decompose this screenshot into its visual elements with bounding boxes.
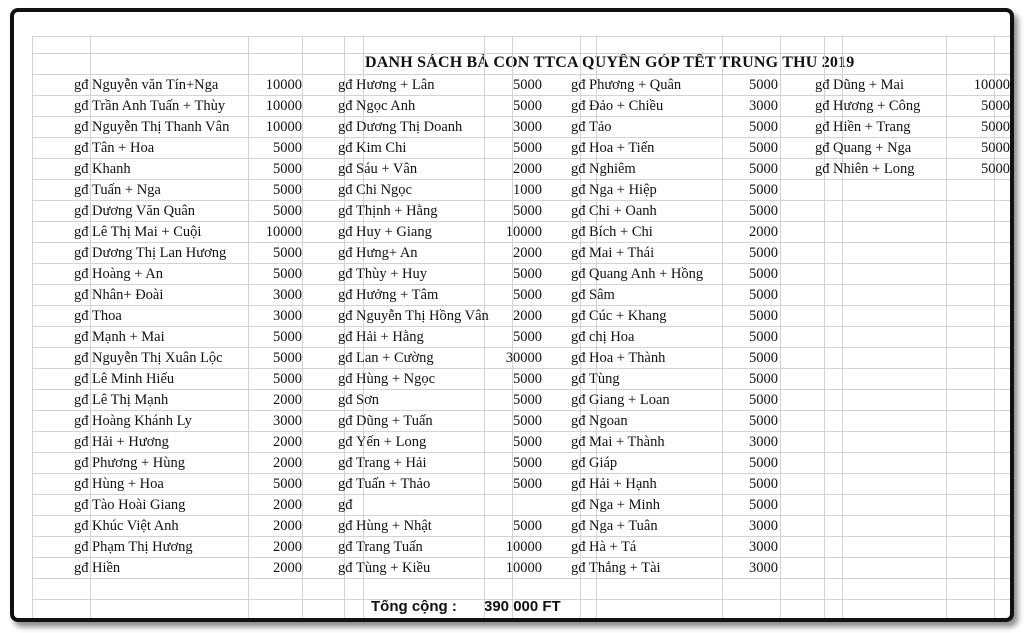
donation-amount: 5000 [273, 182, 302, 198]
donation-amount: 5000 [749, 140, 778, 156]
donor-name: Nga + Minh [589, 497, 661, 513]
donor-name: Lê Thị Mai + Cuội [92, 224, 202, 240]
donation-amount: 5000 [513, 392, 542, 408]
family-prefix: gđ [74, 140, 89, 156]
family-prefix: gđ [815, 140, 830, 156]
family-prefix: gđ [338, 266, 353, 282]
donor-name: Hoa + Tiến [589, 140, 655, 156]
donation-amount: 5000 [749, 455, 778, 471]
family-prefix: gđ [74, 308, 89, 324]
donation-amount: 2000 [273, 434, 302, 450]
donation-amount: 5000 [749, 287, 778, 303]
donation-amount: 5000 [749, 476, 778, 492]
family-prefix: gđ [571, 119, 586, 135]
donor-name: Chi Ngọc [356, 182, 412, 198]
family-prefix: gđ [571, 77, 586, 93]
family-prefix: gđ [74, 413, 89, 429]
donation-amount: 5000 [273, 266, 302, 282]
family-prefix: gđ [571, 287, 586, 303]
family-prefix: gđ [338, 497, 353, 513]
donor-name: Nguyễn văn Tín+Nga [92, 77, 219, 93]
donation-amount: 10000 [265, 119, 302, 135]
family-prefix: gđ [571, 245, 586, 261]
family-prefix: gđ [571, 371, 586, 387]
grid-vline [780, 36, 781, 620]
donation-amount: 3000 [749, 434, 778, 450]
donor-name: Dương Văn Quân [92, 203, 196, 219]
donation-amount: 5000 [749, 413, 778, 429]
donation-amount: 5000 [981, 140, 1010, 156]
donation-amount: 5000 [981, 161, 1010, 177]
donation-amount: 1000 [513, 182, 542, 198]
family-prefix: gđ [338, 182, 353, 198]
donor-name: Thùy + Huy [356, 266, 428, 282]
donation-amount: 10000 [505, 224, 542, 240]
donation-amount: 5000 [273, 476, 302, 492]
donor-name: Yến + Long [356, 434, 427, 450]
family-prefix: gđ [571, 413, 586, 429]
donor-name: Hải + Hằng [356, 329, 424, 345]
donor-name: Chi + Oanh [589, 203, 657, 219]
donation-amount: 2000 [273, 539, 302, 555]
donation-amount: 3000 [273, 413, 302, 429]
donation-amount: 2000 [273, 518, 302, 534]
donation-amount: 5000 [749, 245, 778, 261]
donor-name: Sơn [356, 392, 379, 408]
donor-name: Quang Anh + Hồng [589, 266, 704, 282]
family-prefix: gđ [571, 350, 586, 366]
family-prefix: gđ [815, 161, 830, 177]
donation-amount: 2000 [513, 161, 542, 177]
family-prefix: gđ [571, 266, 586, 282]
family-prefix: gđ [338, 539, 353, 555]
donor-name: Tùng [589, 371, 620, 387]
donation-amount: 5000 [981, 98, 1010, 114]
donation-amount: 5000 [749, 266, 778, 282]
donor-name: Dương Thị Lan Hương [92, 245, 227, 261]
donor-name: Dương Thị Doanh [356, 119, 463, 135]
donor-name: Nguyễn Thị Thanh Vân [92, 119, 230, 135]
donation-amount: 5000 [513, 413, 542, 429]
family-prefix: gđ [571, 392, 586, 408]
donation-amount: 5000 [273, 203, 302, 219]
donation-amount: 5000 [513, 266, 542, 282]
donor-name: Hoàng + An [92, 266, 164, 282]
donation-amount: 5000 [749, 182, 778, 198]
family-prefix: gđ [571, 329, 586, 345]
family-prefix: gđ [74, 203, 89, 219]
family-prefix: gđ [571, 560, 586, 576]
donor-name: Hùng + Ngọc [356, 371, 436, 387]
donation-amount: 5000 [749, 77, 778, 93]
donation-amount: 10000 [265, 98, 302, 114]
donor-name: Đảo + Chiều [589, 98, 664, 114]
spreadsheet [32, 32, 1012, 622]
donor-name: Kim Chi [356, 140, 407, 156]
donor-name: Hiền + Trang [833, 119, 911, 135]
donor-name: Dũng + Tuấn [356, 413, 433, 429]
grid-hline [32, 599, 1012, 600]
family-prefix: gđ [338, 392, 353, 408]
donor-name: Lê Thị Mạnh [92, 392, 169, 408]
donor-name: Nguyễn Thị Hồng Vân [356, 308, 489, 324]
donation-amount: 5000 [273, 329, 302, 345]
family-prefix: gđ [338, 560, 353, 576]
family-prefix: gđ [338, 371, 353, 387]
family-prefix: gđ [338, 140, 353, 156]
donor-name: Trang Tuấn [356, 539, 423, 555]
family-prefix: gđ [571, 182, 586, 198]
donation-amount: 10000 [505, 560, 542, 576]
donation-amount: 5000 [513, 287, 542, 303]
donor-name: Trang + Hải [356, 455, 427, 471]
donation-amount: 5000 [273, 161, 302, 177]
donor-name: Phương + Hùng [92, 455, 185, 471]
donation-amount: 5000 [749, 161, 778, 177]
donor-name: Tuấn + Thảo [356, 476, 431, 492]
donor-name: Nghiêm [589, 161, 636, 177]
donor-name: Phương + Quân [589, 77, 682, 93]
family-prefix: gđ [338, 350, 353, 366]
donor-name: Cúc + Khang [589, 308, 667, 324]
donation-amount: 2000 [273, 455, 302, 471]
family-prefix: gđ [338, 434, 353, 450]
family-prefix: gđ [571, 476, 586, 492]
family-prefix: gđ [74, 98, 89, 114]
donor-name: Tảo [589, 119, 612, 135]
donor-name: Tuấn + Nga [92, 182, 161, 198]
donation-amount: 10000 [265, 224, 302, 240]
donor-name [356, 495, 504, 515]
donor-name: Hưởng + Tâm [356, 287, 439, 303]
donor-name: Hùng + Hoa [92, 476, 164, 492]
donor-name: Hoa + Thành [589, 350, 666, 366]
donor-name: Hải + Hạnh [589, 476, 657, 492]
donation-amount: 3000 [749, 539, 778, 555]
donor-name: Hưng+ An [356, 245, 418, 261]
donation-amount: 3000 [749, 518, 778, 534]
donation-amount: 30000 [505, 350, 542, 366]
family-prefix: gđ [74, 245, 89, 261]
donor-name: Mạnh + Mai [92, 329, 165, 345]
donor-name: Mai + Thành [589, 434, 665, 450]
donation-amount: 5000 [749, 203, 778, 219]
family-prefix: gđ [571, 497, 586, 513]
donation-amount: 5000 [513, 434, 542, 450]
family-prefix: gđ [571, 539, 586, 555]
family-prefix: gđ [74, 518, 89, 534]
donation-amount: 3000 [513, 119, 542, 135]
family-prefix: gđ [74, 392, 89, 408]
donation-amount: 10000 [505, 539, 542, 555]
family-prefix: gđ [74, 371, 89, 387]
donation-amount: 5000 [513, 329, 542, 345]
family-prefix: gđ [338, 476, 353, 492]
family-prefix: gđ [338, 98, 353, 114]
family-prefix: gđ [74, 476, 89, 492]
donor-name: Tùng + Kiều [356, 560, 431, 576]
grid-vline [302, 36, 303, 620]
family-prefix: gđ [571, 434, 586, 450]
donation-amount: 2000 [513, 245, 542, 261]
donor-name: Sâm [589, 287, 615, 303]
donation-amount: 5000 [981, 119, 1010, 135]
family-prefix: gđ [571, 140, 586, 156]
grid-vline [32, 36, 33, 620]
donor-name: Phạm Thị Hương [92, 539, 193, 555]
family-prefix: gđ [74, 455, 89, 471]
family-prefix: gđ [571, 455, 586, 471]
donation-amount: 5000 [273, 350, 302, 366]
family-prefix: gđ [338, 413, 353, 429]
donor-name: Khúc Việt Anh [92, 518, 179, 534]
family-prefix: gđ [815, 119, 830, 135]
family-prefix: gđ [338, 77, 353, 93]
family-prefix: gđ [74, 266, 89, 282]
donor-name: Giáp [589, 455, 618, 471]
donor-name: Sáu + Vân [356, 161, 418, 177]
donor-name: Tân + Hoa [92, 140, 155, 156]
donor-name: chị Hoa [589, 329, 635, 345]
donation-amount: 5000 [513, 476, 542, 492]
family-prefix: gđ [571, 203, 586, 219]
donation-amount: 2000 [749, 224, 778, 240]
family-prefix: gđ [74, 224, 89, 240]
family-prefix: gđ [338, 518, 353, 534]
donation-amount [484, 495, 542, 515]
donor-name: Nhiên + Long [833, 161, 915, 177]
donor-name: Mai + Thái [589, 245, 655, 261]
family-prefix: gđ [338, 224, 353, 240]
grid-hline [32, 578, 1012, 579]
donor-name: Tào Hoài Giang [92, 497, 186, 513]
donor-name: Thắng + Tài [589, 560, 661, 576]
donation-amount: 10000 [973, 77, 1010, 93]
donor-name: Nga + Tuân [589, 518, 658, 534]
donation-amount: 3000 [749, 560, 778, 576]
total-label: Tổng cộng : [371, 598, 457, 615]
family-prefix: gđ [74, 77, 89, 93]
family-prefix: gđ [74, 560, 89, 576]
family-prefix: gđ [74, 434, 89, 450]
donor-name: Nhân+ Đoài [92, 287, 164, 303]
grid-hline [32, 53, 1012, 54]
grid-hline [32, 620, 1012, 621]
donation-amount: 10000 [265, 77, 302, 93]
family-prefix: gđ [74, 497, 89, 513]
family-prefix: gđ [815, 98, 830, 114]
family-prefix: gđ [74, 287, 89, 303]
document-frame [10, 8, 1014, 622]
donor-name: Hương + Công [833, 98, 921, 114]
family-prefix: gđ [815, 77, 830, 93]
donor-name: Hương + Lân [356, 77, 435, 93]
family-prefix: gđ [338, 455, 353, 471]
donation-amount: 2000 [513, 308, 542, 324]
donation-amount: 5000 [273, 140, 302, 156]
donation-amount: 5000 [273, 245, 302, 261]
donor-name: Trần Anh Tuấn + Thùy [92, 98, 226, 114]
donor-name: Bích + Chi [589, 224, 653, 240]
donor-name: Ngọc Anh [356, 98, 416, 114]
donor-name: Lê Minh Hiếu [92, 371, 175, 387]
donor-name: Hà + Tá [589, 539, 637, 555]
donor-name: Hiền [92, 560, 121, 576]
family-prefix: gđ [571, 308, 586, 324]
donation-amount: 5000 [749, 329, 778, 345]
donor-name: Thoa [92, 308, 122, 324]
donation-amount: 5000 [513, 77, 542, 93]
family-prefix: gđ [74, 119, 89, 135]
family-prefix: gđ [571, 98, 586, 114]
document-title: DANH SÁCH BÀ CON TTCA QUYÊN GÓP TẾT TRUNG THU 2019 [365, 54, 855, 71]
donation-amount: 5000 [749, 119, 778, 135]
donor-name: Khanh [92, 161, 131, 177]
family-prefix: gđ [338, 203, 353, 219]
donor-name: Hải + Hương [92, 434, 169, 450]
family-prefix: gđ [338, 308, 353, 324]
donation-amount: 5000 [749, 350, 778, 366]
donor-name: Ngoan [589, 413, 628, 429]
donation-amount: 3000 [749, 98, 778, 114]
donation-amount: 5000 [513, 203, 542, 219]
donation-amount: 5000 [513, 455, 542, 471]
donor-name: Hoàng Khánh Ly [92, 413, 192, 429]
donation-amount: 2000 [273, 560, 302, 576]
donation-amount: 5000 [513, 518, 542, 534]
family-prefix: gđ [338, 245, 353, 261]
family-prefix: gđ [74, 329, 89, 345]
donor-name: Hùng + Nhật [356, 518, 432, 534]
donor-name: Quang + Nga [833, 140, 912, 156]
donation-amount: 2000 [273, 392, 302, 408]
donation-amount: 5000 [749, 371, 778, 387]
donation-amount: 5000 [513, 98, 542, 114]
grid-hline [32, 36, 1012, 37]
family-prefix: gđ [74, 182, 89, 198]
donor-name: Lan + Cường [356, 350, 434, 366]
donation-amount: 5000 [513, 140, 542, 156]
donation-amount: 5000 [749, 497, 778, 513]
family-prefix: gđ [571, 224, 586, 240]
donor-name: Nguyễn Thị Xuân Lộc [92, 350, 223, 366]
family-prefix: gđ [338, 119, 353, 135]
donation-amount: 5000 [273, 371, 302, 387]
donation-amount: 5000 [749, 308, 778, 324]
family-prefix: gđ [338, 161, 353, 177]
donation-amount: 3000 [273, 287, 302, 303]
donation-amount: 5000 [749, 392, 778, 408]
family-prefix: gđ [571, 518, 586, 534]
total-value: 390 000 FT [484, 598, 561, 615]
family-prefix: gđ [338, 287, 353, 303]
family-prefix: gđ [74, 350, 89, 366]
donation-amount: 3000 [273, 308, 302, 324]
family-prefix: gđ [571, 161, 586, 177]
family-prefix: gđ [74, 161, 89, 177]
donation-amount: 5000 [513, 371, 542, 387]
donor-name: Nga + Hiệp [589, 182, 657, 198]
donor-name: Dũng + Mai [833, 77, 905, 93]
donor-name: Giang + Loan [589, 392, 670, 408]
family-prefix: gđ [338, 329, 353, 345]
donor-name: Thịnh + Hằng [356, 203, 438, 219]
family-prefix: gđ [74, 539, 89, 555]
donation-amount: 2000 [273, 497, 302, 513]
donor-name: Huy + Giang [356, 224, 432, 240]
